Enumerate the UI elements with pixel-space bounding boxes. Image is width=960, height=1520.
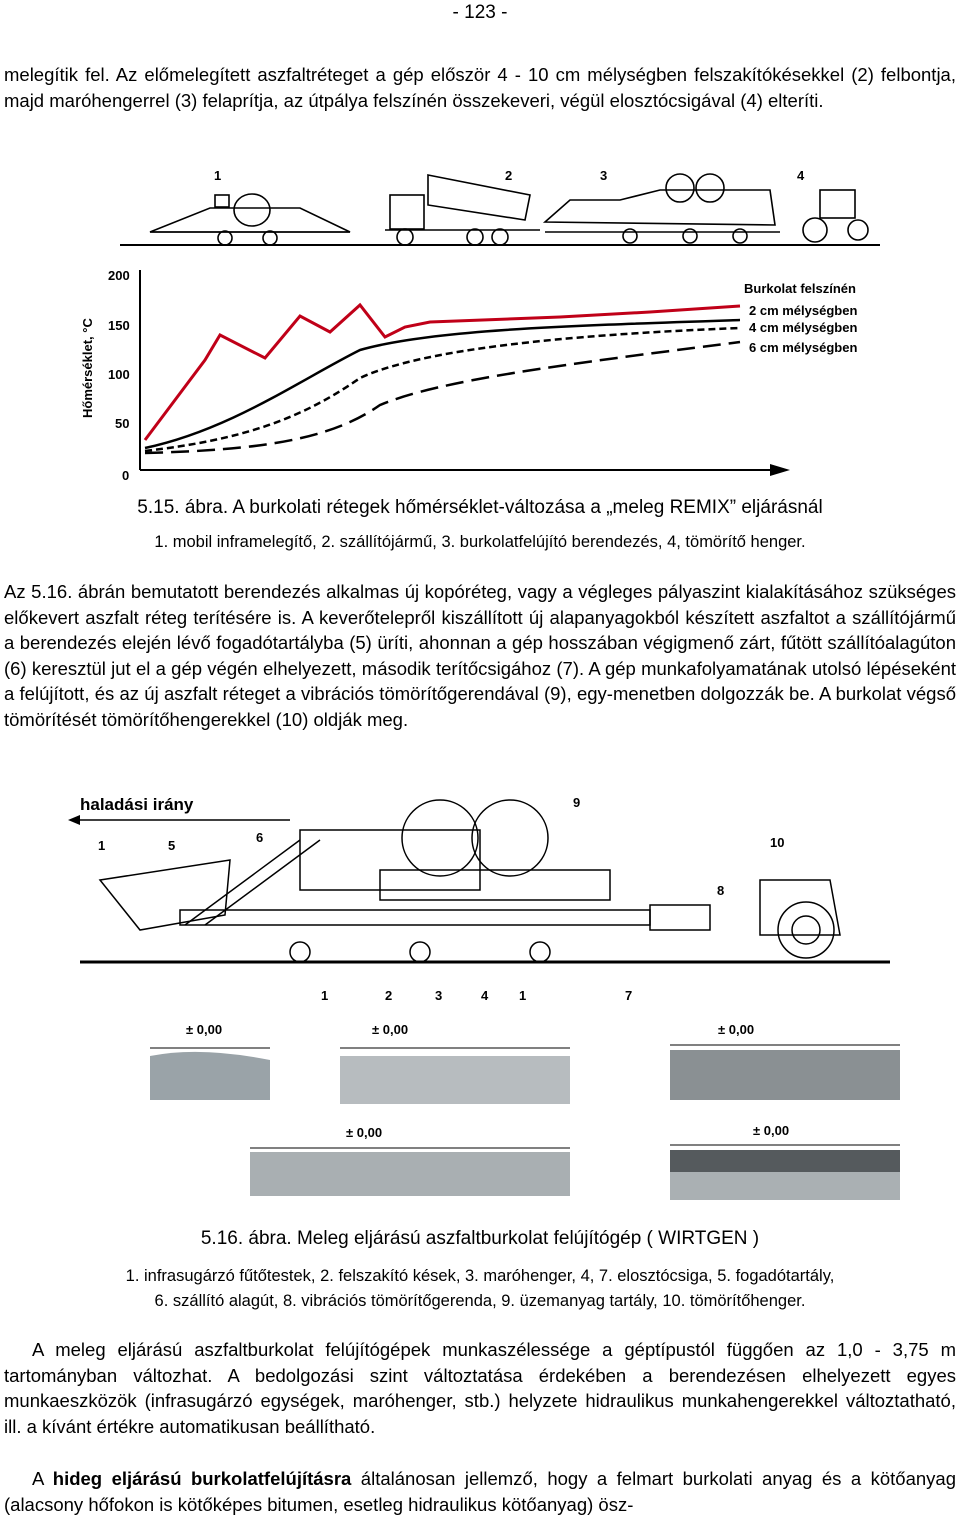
level-marker-5: ± 0,00 <box>753 1123 790 1138</box>
legend-4cm: 4 cm mélységben <box>749 320 858 335</box>
label-6: 6 <box>256 830 264 845</box>
label-1: 1 <box>98 838 106 853</box>
y-tick-0: 0 <box>122 468 130 483</box>
curve-surface <box>145 305 740 440</box>
figure-5-16 <box>0 780 960 1220</box>
direction-label: haladási irány <box>80 795 194 814</box>
curve-2cm <box>145 320 740 448</box>
paragraph-1: melegítik fel. Az előmelegített aszfaltréteget a gép először 4 - 10 cm mélységben felszakítókésekkel (2) felbontja, majd maróhengerrel (3) felaprítja, az útpálya felszínén összekeveri, végül elosztócsigával (4) elteríti. <box>4 64 956 111</box>
y-tick-150: 150 <box>108 318 130 333</box>
paragraph-2: Az 5.16. ábrán bemutatott berendezés alkalmas új kopóréteg, vagy a végleges pályaszint kialakításához szükséges előkevert aszfalt réteg terítésére is. A keverőtelepről kiszállított új alapanyagokból készített aszfaltot a szállítójármű a berendezés elején lévő fogadótartályba (5) üríti, ahonnan a gép hosszában végigmenő zárt, fűtött szállítóalagúton (6) keresztül jut el a gép végén elhelyezett, második terítőcsigához (7). A gép munkafolyamatának utolsó lépéseként a felújított, és az új aszfalt réteget a vibrációs tömörítőgerendával (9), egy-menetben dolgozzák be. A burkolat végső tömörítését tömörítőhengerekkel (10) oldják meg. <box>4 581 956 730</box>
bottom-label-4: 4 <box>481 988 489 1003</box>
label-5: 5 <box>168 838 176 853</box>
figure-5-15-legend: 1. mobil inframelegítő, 2. szállítójármű, 3. burkolatfelújító berendezés, 4, tömörítő henger. <box>154 533 806 551</box>
bottom-label-7: 7 <box>625 988 633 1003</box>
paragraph-4 <box>4 1466 956 1517</box>
paragraph-4-start: A <box>32 1468 53 1489</box>
machine-label-4: 4 <box>797 168 805 183</box>
figure-5-16-legend-1: 1. infrasugárzó fűtőtestek, 2. felszakító kések, 3. maróhenger, 4, 7. elosztócsiga, 5. fogadótartály, <box>125 1267 835 1285</box>
legend-2cm: 2 cm mélységben <box>749 303 858 318</box>
machines-drawing <box>120 174 880 245</box>
paragraph-4-rest: általánosan jellemző, hogy a felmart burkolati anyag és a kötőanyag (alacsony hőfokon is kötőképes bitumen, esetleg hidraulikus kötőanyag) ösz- <box>4 1468 956 1515</box>
label-10: 10 <box>770 835 785 850</box>
y-axis-label: Hőmérséklet, °C <box>80 318 95 418</box>
level-marker-4: ± 0,00 <box>346 1125 383 1140</box>
figure-5-16-legend-2: 6. szállító alagút, 8. vibrációs tömörítőgerenda, 9. üzemanyag tartály, 10. tömörítőhenger. <box>154 1292 806 1310</box>
level-marker-1: ± 0,00 <box>186 1022 223 1037</box>
y-tick-50: 50 <box>115 416 130 431</box>
paragraph-3: A meleg eljárású aszfaltburkolat felújítógépek munkaszélessége a géptípustól függően az 1,0 - 3,75 m tartományban változhat. A bedolgozási szint változtatása érdekében a berendezésen elhelyezett egyes munkaeszközök (infrasugárzó egységek, maróhenger, stb.) helyzete hidraulikus munkahengerekkel változtatható, ill. a kívánt értékre automatikusan beállítható. <box>4 1339 956 1437</box>
machine-label-3: 3 <box>600 168 608 183</box>
label-8: 8 <box>717 883 725 898</box>
curve-4cm <box>145 328 740 451</box>
bottom-label-1b: 1 <box>519 988 527 1003</box>
figure-5-15-caption: 5.15. ábra. A burkolati rétegek hőmérséklet-változása a „meleg REMIX” eljárásnál <box>137 497 823 518</box>
level-marker-3: ± 0,00 <box>718 1022 755 1037</box>
label-9: 9 <box>573 795 581 810</box>
figure-5-15 <box>0 160 960 495</box>
bottom-label-2: 2 <box>385 988 393 1003</box>
y-tick-100: 100 <box>108 367 130 382</box>
bottom-label-1a: 1 <box>321 988 329 1003</box>
paragraph-4-bold: hideg eljárású burkolatfelújításra <box>52 1468 352 1489</box>
machine-label-2: 2 <box>505 168 513 183</box>
y-tick-200: 200 <box>108 268 130 283</box>
machine-label-1: 1 <box>214 168 222 183</box>
bottom-label-3: 3 <box>435 988 443 1003</box>
figure-5-16-caption: 5.16. ábra. Meleg eljárású aszfaltburkolat felújítógép ( WIRTGEN ) <box>200 1228 760 1249</box>
wirtgen-machine-drawing <box>80 800 890 962</box>
legend-surface: Burkolat felszínén <box>744 281 856 296</box>
legend-6cm: 6 cm mélységben <box>749 340 858 355</box>
page-number: - 123 - <box>452 2 508 23</box>
level-marker-2: ± 0,00 <box>372 1022 409 1037</box>
